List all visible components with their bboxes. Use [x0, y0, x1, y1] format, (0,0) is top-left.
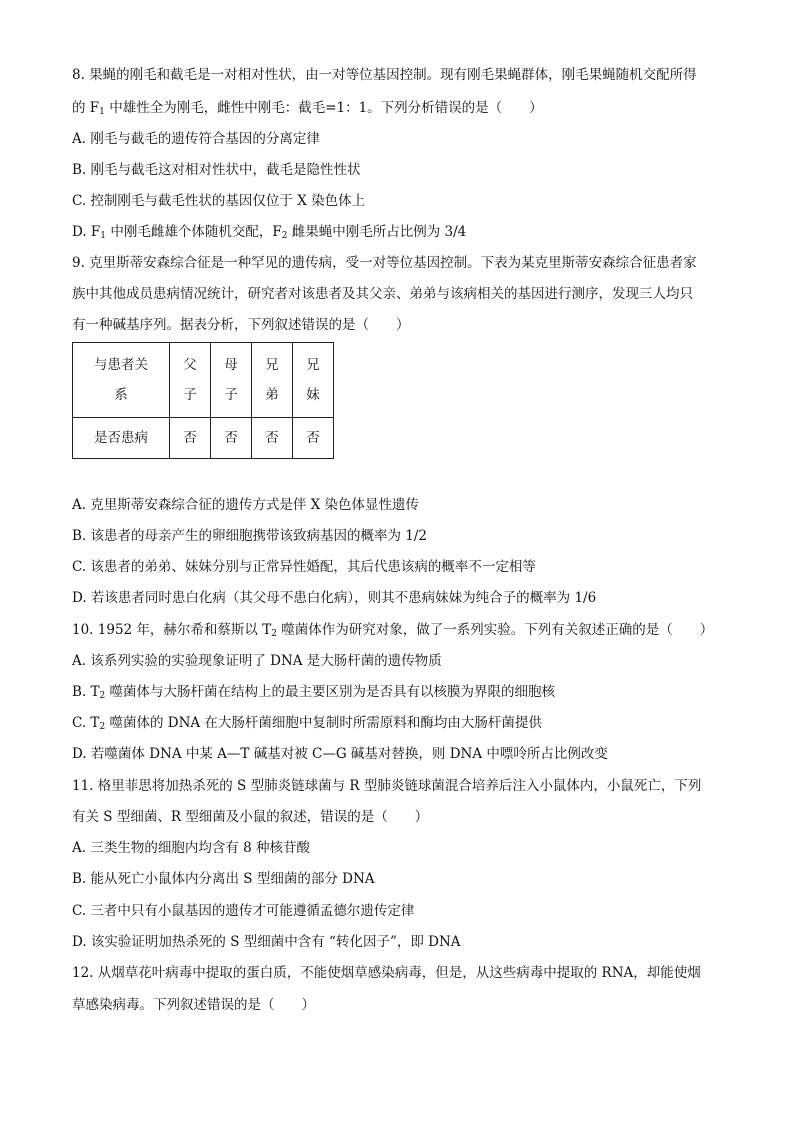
q10-option-c	[72, 713, 734, 733]
q8-subscript: 1	[100, 231, 107, 241]
q10-option-b-text: B. T	[72, 684, 100, 700]
q10-stem-text: 10. 1952 年，赫尔希和蔡斯以 T	[72, 622, 272, 638]
table-cell: 否	[252, 418, 293, 459]
q12-stem-line1: 12. 从烟草花叶病毒中提取的蛋白质，不能使烟草感染病毒，但是，从这些病毒中提取的 RNA，却能使烟	[72, 965, 701, 981]
q10-subscript: 2	[271, 629, 277, 639]
table-cell: 否	[211, 418, 252, 459]
q10-option-a: A. 该系列实验的实验现象证明了 DNA 是大肠杆菌的遗传物质	[72, 653, 442, 669]
q11-option-d: D. 该实验证明加热杀死的 S 型细菌中含有 “转化因子”，即 DNA	[72, 934, 461, 950]
table-header-cell: 兄妹	[293, 343, 334, 418]
q8-stem-line2	[72, 98, 734, 118]
q11-stem-line1: 11. 格里菲思将加热杀死的 S 型肺炎链球菌与 R 型肺炎链球菌混合培养后注入小鼠体内，小鼠死亡，下列	[72, 778, 702, 794]
q10-option-b-text: 噬菌体与大肠杆菌在结构上的最主要区别为是否具有以核膜为界限的细胞核	[105, 684, 556, 700]
table-header-cell: 与患者关系	[73, 343, 170, 418]
q10-option-c-text: C. T	[72, 715, 100, 731]
q10-option-b	[72, 682, 734, 702]
q8-option-b: B. 刚毛与截毛这对相对性状中，截毛是隐性性状	[72, 162, 361, 178]
q8-option-a: A. 刚毛与截毛的遗传符合基因的分离定律	[72, 131, 320, 147]
relation-table	[72, 342, 334, 459]
q8-option-d	[72, 222, 734, 242]
q9-stem-line1: 9. 克里斯蒂安森综合征是一种罕见的遗传病，受一对等位基因控制。下表为某克里斯蒂安森综合征患者家	[72, 255, 697, 271]
q9-option-a: A. 克里斯蒂安森综合征的遗传方式是伴 X 染色体显性遗传	[72, 497, 420, 513]
q10-subscript: 2	[99, 722, 106, 732]
q8-option-d-text: D. F	[72, 224, 101, 240]
q8-option-d-text: 雌果蝇中刚毛所占比例为 3/4	[287, 224, 467, 240]
q8-option-d-text: 中刚毛雌雄个体随机交配，F	[106, 224, 282, 240]
q8-option-c: C. 控制刚毛与截毛性状的基因仅位于 X 染色体上	[72, 193, 366, 209]
q8-stem-text: 中雄性全为刚毛，雌性中刚毛：截毛=1：1。下列分析错误的是（ ）	[104, 100, 543, 116]
q8-subscript: 1	[99, 107, 105, 117]
table-cell: 否	[293, 418, 334, 459]
table-cell: 是否患病	[73, 418, 170, 459]
table-cell: 否	[170, 418, 211, 459]
q10-subscript: 2	[99, 691, 106, 701]
q10-stem	[72, 620, 734, 640]
q11-stem-line2: 有关 S 型细菌、R 型细菌及小鼠的叙述，错误的是（ ）	[72, 809, 429, 825]
q10-option-d: D. 若噬菌体 DNA 中某 A—T 碱基对被 C—G 碱基对替换，则 DNA 中嘌呤所占比例改变	[72, 746, 608, 762]
q11-option-b: B. 能从死亡小鼠体内分离出 S 型细菌的部分 DNA	[72, 871, 375, 887]
q8-stem-text: 的 F	[72, 100, 100, 116]
table-row	[73, 418, 334, 459]
table-row	[73, 343, 334, 418]
table-header-cell: 母子	[211, 343, 252, 418]
q10-option-c-text: 噬菌体的 DNA 在大肠杆菌细胞中复制时所需原料和酶均由大肠杆菌提供	[105, 715, 542, 731]
q8-stem-line1: 8. 果蝇的刚毛和截毛是一对相对性状，由一对等位基因控制。现有刚毛果蝇群体，刚毛果蝇随机交配所得	[72, 67, 697, 83]
q10-stem-text: 噬菌体作为研究对象，做了一系列实验。下列有关叙述正确的是（ ）	[276, 622, 714, 638]
q9-option-b: B. 该患者的母亲产生的卵细胞携带该致病基因的概率为 1/2	[72, 528, 428, 544]
table-header-cell: 父子	[170, 343, 211, 418]
q9-option-d: D. 若该患者同时患白化病（其父母不患白化病），则其不患病妹妹为纯合子的概率为 1/6	[72, 590, 597, 606]
q9-option-c: C. 该患者的弟弟、妹妹分别与正常异性婚配，其后代患该病的概率不一定相等	[72, 559, 536, 575]
q11-option-a: A. 三类生物的细胞内均含有 8 种核苷酸	[72, 840, 311, 856]
q9-stem-line2: 族中其他成员患病情况统计，研究者对该患者及其父亲、弟弟与该病相关的基因进行测序，发现三人均只	[72, 286, 693, 302]
table-header-cell: 兄弟	[252, 343, 293, 418]
q8-subscript: 2	[281, 231, 288, 241]
q9-stem-line3: 有一种碱基序列。据表分析，下列叙述错误的是（ ）	[72, 317, 410, 333]
q11-option-c: C. 三者中只有小鼠基因的遗传才可能遵循孟德尔遗传定律	[72, 903, 415, 919]
q12-stem-line2: 草感染病毒。下列叙述错误的是（ ）	[72, 997, 315, 1013]
